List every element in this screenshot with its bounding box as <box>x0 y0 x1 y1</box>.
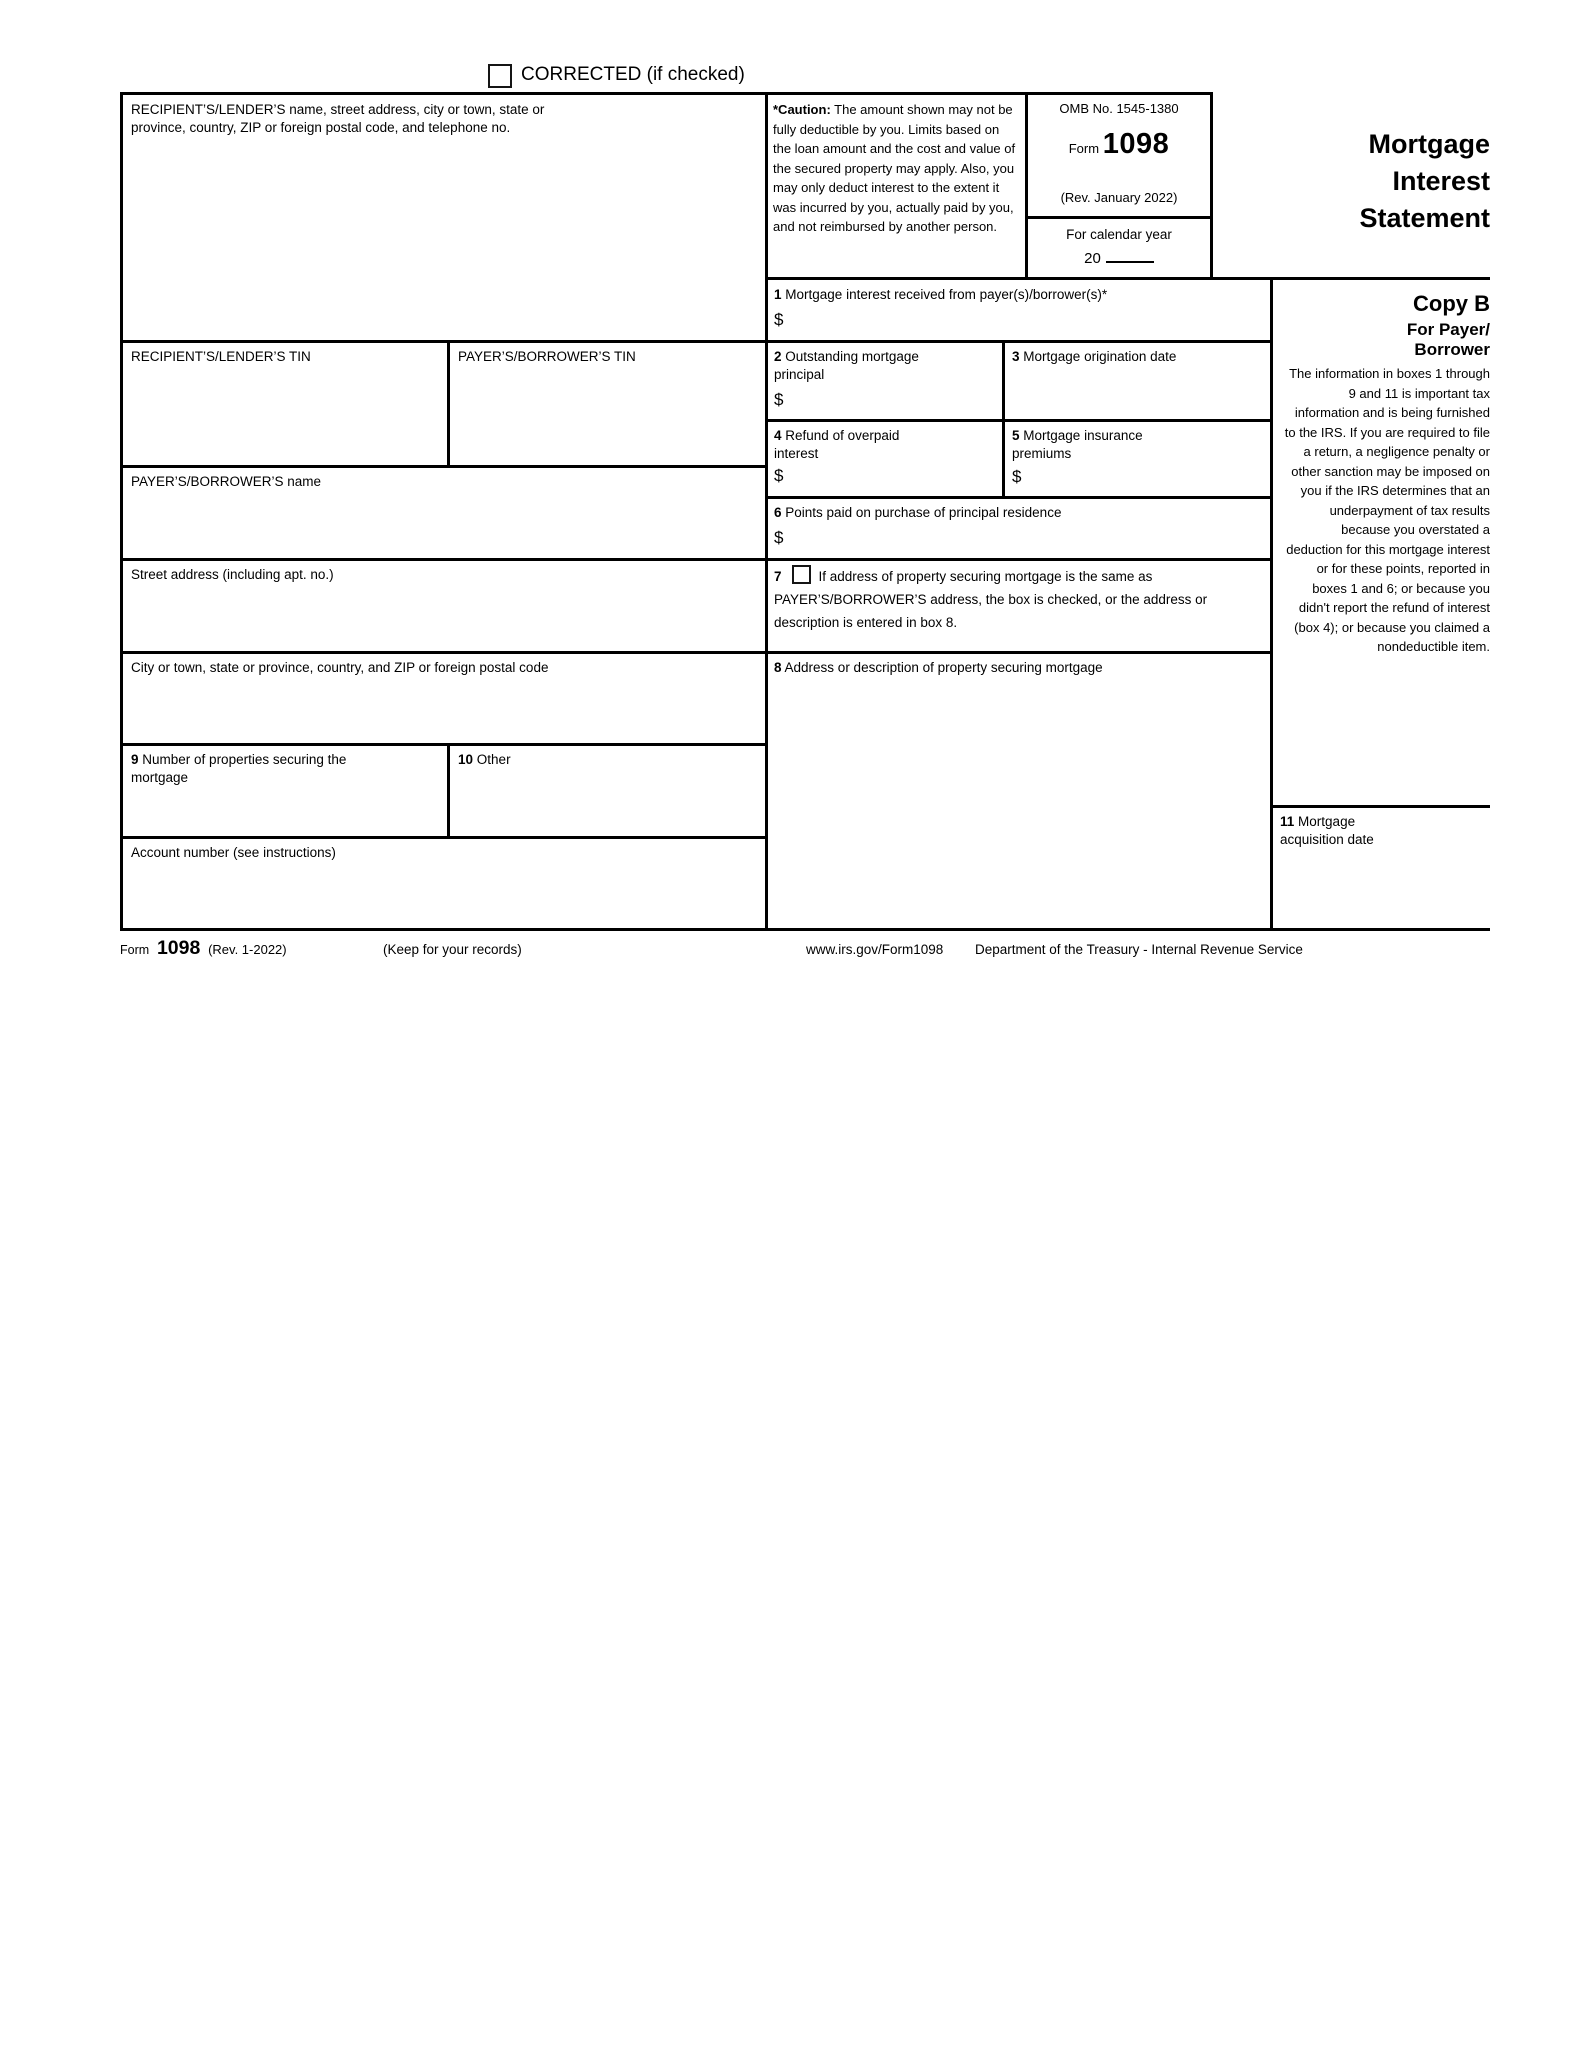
box5-number: 5 <box>1012 428 1020 443</box>
box6-dollar-sign: $ <box>774 528 784 547</box>
corrected-label: CORRECTED (if checked) <box>521 64 745 85</box>
box2-number: 2 <box>774 349 782 364</box>
city-state-zip-label: City or town, state or province, country, and ZIP or foreign postal code <box>131 660 549 675</box>
box7-checkbox[interactable] <box>792 565 811 584</box>
box3-date-field[interactable] <box>1007 372 1263 416</box>
box1-text: Mortgage interest received from payer(s)/borrower(s)* <box>785 287 1108 302</box>
payer-tin-field[interactable] <box>453 375 763 461</box>
box10-label <box>458 751 738 769</box>
box4-number: 4 <box>774 428 782 443</box>
box8-text: Address or description of property securing mortgage <box>784 660 1103 675</box>
box10-text: Other <box>476 752 511 767</box>
box8-label <box>774 659 1259 677</box>
calendar-year-prefix: 20 <box>1084 250 1101 267</box>
grid-line <box>447 340 450 468</box>
calendar-year-label: For calendar year <box>1066 227 1172 242</box>
caution-body: The amount shown may not be fully deductible by you. Limits based on the loan amount and the cost and value of the secured property may apply. Also, you may only deduct interest to the extent it was incurred by you, actually paid by you, and not reimbursed by another person. <box>773 102 1016 234</box>
box8-address-field[interactable] <box>774 685 1264 920</box>
form-revision: (Rev. January 2022) <box>1060 190 1178 205</box>
box7-number: 7 <box>774 569 782 584</box>
box7-label <box>774 565 1234 634</box>
grid-line <box>1002 340 1005 499</box>
box6-text: Points paid on purchase of principal residence <box>785 505 1062 520</box>
grid-line <box>765 92 768 931</box>
grid-line <box>447 743 450 839</box>
copy-b-for-line2: Borrower <box>1414 340 1490 359</box>
recipient-info-field[interactable] <box>126 150 762 336</box>
caution-note <box>773 100 1020 237</box>
form-title: Mortgage Interest Statement <box>1359 129 1490 233</box>
box10-field[interactable] <box>453 772 763 833</box>
copy-b-heading: Copy B <box>1413 291 1490 316</box>
box11-number: 11 <box>1280 814 1295 829</box>
calendar-year-line <box>1028 246 1210 269</box>
form-number: 1098 <box>1102 128 1170 160</box>
box9-field[interactable] <box>126 790 444 833</box>
grid-line <box>120 340 1273 343</box>
box1-number: 1 <box>774 287 782 302</box>
box2-amount-field[interactable] <box>800 386 995 416</box>
box1-dollar-sign: $ <box>774 310 784 329</box>
box3-number: 3 <box>1012 349 1020 364</box>
grid-line <box>765 277 1490 280</box>
copy-b-for-line1: For Payer/ <box>1406 320 1490 339</box>
box6-label <box>774 504 1259 522</box>
box9-label <box>131 751 361 787</box>
footer-revision: (Rev. 1-2022) <box>208 942 287 957</box>
account-number-label: Account number (see instructions) <box>131 845 336 860</box>
grid-line <box>765 419 1273 422</box>
box4-dollar-sign: $ <box>774 466 784 485</box>
grid-line <box>120 92 123 931</box>
grid-line <box>120 465 768 468</box>
box4-label <box>774 427 929 463</box>
box5-label <box>1012 427 1172 463</box>
grid-line <box>120 651 1273 654</box>
recipient-tin-field[interactable] <box>126 375 444 461</box>
grid-line <box>120 743 768 746</box>
box5-dollar-sign: $ <box>1012 467 1022 486</box>
box1-label <box>774 286 1259 304</box>
recipient-tin-label: RECIPIENT’S/LENDER’S TIN <box>131 349 311 364</box>
calendar-year-field[interactable] <box>1106 246 1154 263</box>
street-address-label: Street address (including apt. no.) <box>131 567 334 582</box>
box9-number: 9 <box>131 752 139 767</box>
caution-title: *Caution: <box>773 102 831 117</box>
grid-line <box>120 928 1490 931</box>
box1-amount-field[interactable] <box>800 306 1260 336</box>
box7-text: If address of property securing mortgage is the same as PAYER’S/BORROWER’S address, the box is checked, or the address or description is entered in box 8. <box>774 569 1208 630</box>
footer-form-line <box>120 936 420 962</box>
box10-number: 10 <box>458 752 474 767</box>
box5-amount-field[interactable] <box>1038 463 1263 493</box>
box6-amount-field[interactable] <box>800 524 1260 554</box>
footer-form-word: Form <box>120 943 150 957</box>
footer-irs-url: www.irs.gov/Form1098 <box>806 942 944 957</box>
grid-line <box>1270 277 1273 931</box>
recipient-info-label: RECIPIENT’S/LENDER’S name, street address, city or town, state or province, country, ZIP or foreign postal code, and telephone no. <box>131 102 545 135</box>
grid-line <box>1025 216 1213 219</box>
box6-number: 6 <box>774 505 782 520</box>
box5-text: Mortgage insurance premiums <box>1012 428 1143 461</box>
box9-text: Number of properties securing the mortgage <box>131 752 347 785</box>
box2-label <box>774 348 934 384</box>
city-state-zip-field[interactable] <box>126 685 762 740</box>
form-number-heading <box>1028 128 1210 165</box>
corrected-checkbox[interactable] <box>488 64 512 88</box>
payer-name-label: PAYER’S/BORROWER’S name <box>131 474 322 489</box>
box3-text: Mortgage origination date <box>1023 349 1177 364</box>
box2-dollar-sign: $ <box>774 390 784 409</box>
footer-form-number: 1098 <box>156 937 201 959</box>
box11-label <box>1280 813 1420 849</box>
box4-text: Refund of overpaid interest <box>774 428 900 461</box>
box11-date-field[interactable] <box>1280 852 1485 922</box>
box4-amount-field[interactable] <box>800 462 995 492</box>
box2-text: Outstanding mortgage principal <box>774 349 919 382</box>
account-number-field[interactable] <box>126 868 762 925</box>
form-word: Form <box>1068 141 1100 156</box>
grid-line <box>120 836 768 839</box>
payer-name-field[interactable] <box>126 500 762 554</box>
grid-line <box>1270 805 1490 808</box>
payer-tin-label: PAYER’S/BORROWER’S TIN <box>458 349 636 364</box>
box3-label <box>1012 348 1262 366</box>
grid-line <box>120 92 1213 95</box>
grid-line <box>765 496 1273 499</box>
copy-b-instructions: The information in boxes 1 through 9 and 11 is important tax information and is being furnished to the IRS. If you are required to file a return, a negligence penalty or other sanction may be imposed on you if the IRS determines that an underpayment of tax results because you overstated a deduction for this mortgage interest or for these points, reported in boxes 1 and 6; or because you didn't report the refund of interest (box 4); or because you claimed a nondeductible item. <box>1284 366 1490 654</box>
footer-keep-note: (Keep for your records) <box>383 942 522 957</box>
omb-number: OMB No. 1545-1380 <box>1059 101 1179 116</box>
grid-line <box>1210 92 1213 280</box>
box11-text: Mortgage acquisition date <box>1280 814 1374 847</box>
grid-line <box>120 558 1273 561</box>
box8-number: 8 <box>774 660 782 675</box>
footer-department: Department of the Treasury - Internal Revenue Service <box>975 942 1303 957</box>
street-address-field[interactable] <box>126 592 762 647</box>
